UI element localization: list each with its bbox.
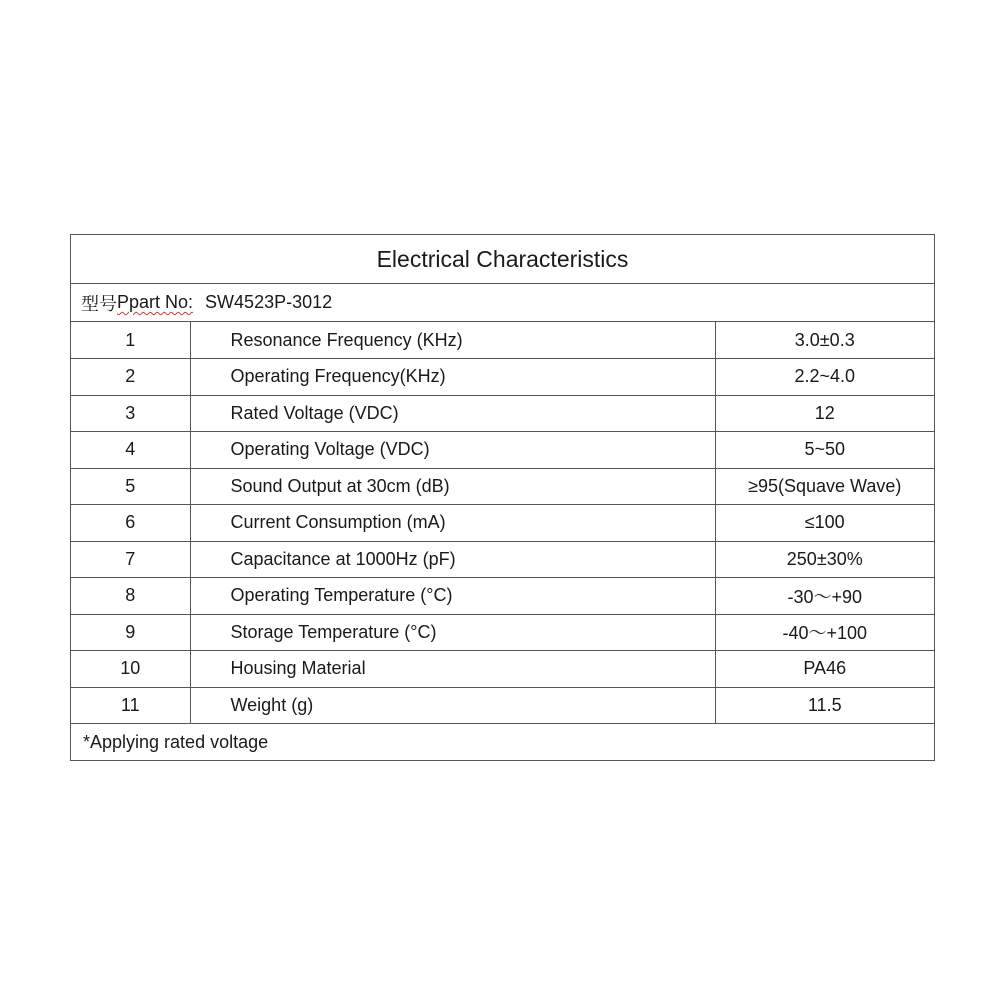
part-prefix: 型号	[81, 293, 117, 314]
row-number: 4	[71, 432, 190, 469]
parameter-value: ≤100	[715, 505, 934, 542]
parameter-name: Current Consumption (mA)	[190, 505, 715, 542]
table-row	[71, 468, 934, 505]
parameter-value: ≥95(Squave Wave)	[715, 468, 934, 505]
parameter-value: 250±30%	[715, 541, 934, 578]
row-number: 8	[71, 578, 190, 615]
row-number: 6	[71, 505, 190, 542]
spec-table	[70, 234, 935, 761]
parameter-value: PA46	[715, 651, 934, 688]
table-row	[71, 614, 934, 651]
parameter-name: Rated Voltage (VDC)	[190, 395, 715, 432]
parameter-name: Sound Output at 30cm (dB)	[190, 468, 715, 505]
parameter-name: Housing Material	[190, 651, 715, 688]
table-row	[71, 505, 934, 542]
row-number: 3	[71, 395, 190, 432]
row-number: 11	[71, 687, 190, 724]
parameter-name: Storage Temperature (°C)	[190, 614, 715, 651]
characteristics-table	[71, 322, 934, 724]
table-row	[71, 578, 934, 615]
table-row	[71, 541, 934, 578]
table-row	[71, 432, 934, 469]
part-number-value: SW4523P-3012	[205, 292, 333, 312]
parameter-value: 3.0±0.3	[715, 322, 934, 359]
row-number: 5	[71, 468, 190, 505]
parameter-name: Weight (g)	[190, 687, 715, 724]
row-number: 2	[71, 359, 190, 396]
table-row	[71, 651, 934, 688]
table-row	[71, 359, 934, 396]
parameter-name: Operating Frequency(KHz)	[190, 359, 715, 396]
footnote: *Applying rated voltage	[83, 731, 269, 752]
parameter-value: 11.5	[715, 687, 934, 724]
table-row	[71, 687, 934, 724]
parameter-name: Operating Temperature (°C)	[190, 578, 715, 615]
parameter-value: 5~50	[715, 432, 934, 469]
parameter-value: 2.2~4.0	[715, 359, 934, 396]
part-number-row	[71, 284, 934, 322]
table-row	[71, 395, 934, 432]
parameter-value: -40～+100	[715, 614, 934, 651]
table-row	[71, 322, 934, 359]
parameter-value: -30～+90	[715, 578, 934, 615]
part-label: Ppart No:	[117, 292, 194, 312]
row-number: 7	[71, 541, 190, 578]
table-title: Electrical Characteristics	[71, 235, 934, 284]
row-number: 10	[71, 651, 190, 688]
parameter-value: 12	[715, 395, 934, 432]
parameter-name: Operating Voltage (VDC)	[190, 432, 715, 469]
parameter-name: Resonance Frequency (KHz)	[190, 322, 715, 359]
parameter-name: Capacitance at 1000Hz (pF)	[190, 541, 715, 578]
row-number: 1	[71, 322, 190, 359]
row-number: 9	[71, 614, 190, 651]
